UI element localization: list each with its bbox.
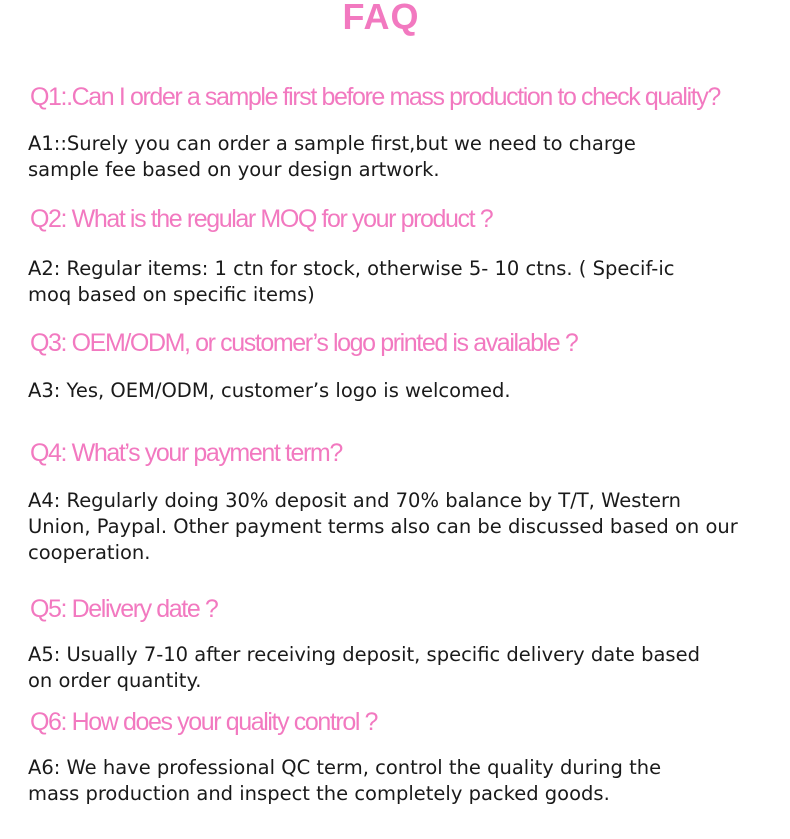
question-6: Q6: How does your quality control ? [30, 708, 378, 736]
question-4: Q4: What’s your payment term? [30, 439, 342, 467]
page-title: FAQ [342, 0, 420, 37]
answer-6: A6: We have professional QC term, control the quality during the mass production and inspect the completely packed goods. [28, 756, 662, 805]
question-2: Q2: What is the regular MOQ for your product ? [30, 205, 493, 233]
question-5: Q5: Delivery date ? [30, 595, 218, 623]
answer-2: A2: Regular items: 1 ctn for stock, otherwise 5- 10 ctns. ( Specif-ic moq based on specific items) [28, 257, 675, 306]
question-3: Q3: OEM/ODM, or customer’s logo printed is available ? [30, 329, 578, 357]
answer-4: A4: Regularly doing 30% deposit and 70% balance by T/T, Western Union, Paypal. Other payment terms also can be discussed based on our cooperation. [28, 489, 738, 564]
question-1: Q1:.Can I order a sample first before mass production to check quality? [30, 83, 720, 111]
answer-5: A5: Usually 7-10 after receiving deposit, specific delivery date based on order quantity. [28, 643, 700, 692]
answer-1: A1::Surely you can order a sample first,but we need to charge sample fee based on your design artwork. [28, 132, 636, 181]
answer-3: A3: Yes, OEM/ODM, customer’s logo is welcomed. [28, 379, 511, 402]
